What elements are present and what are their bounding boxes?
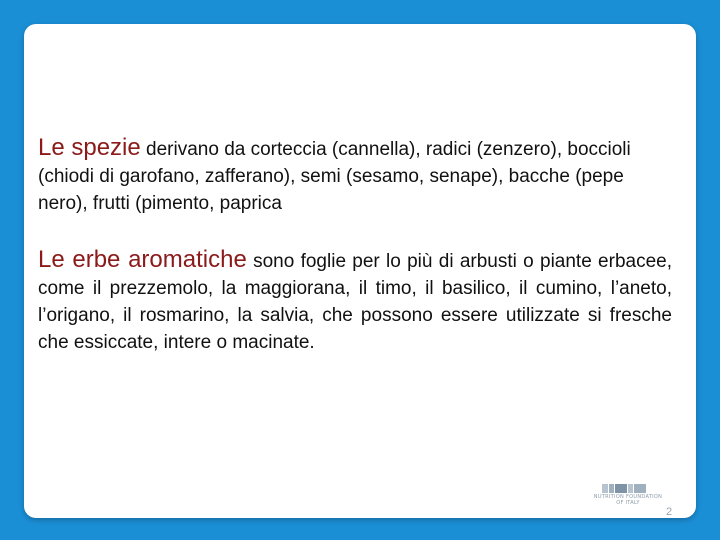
logo-caption-line2: OF ITALY bbox=[616, 500, 640, 506]
paragraph-spezie bbox=[38, 134, 672, 217]
logo-caption bbox=[572, 494, 684, 506]
nfi-logo-icon bbox=[602, 482, 646, 494]
slide-card bbox=[24, 24, 696, 518]
page-number: 2 bbox=[666, 506, 673, 518]
paragraph-lead-erbe: Le erbe aromatiche bbox=[38, 246, 247, 273]
logo-caption-line1: NUTRITION FOUNDATION bbox=[593, 494, 663, 500]
paragraph-erbe-aromatiche bbox=[38, 246, 672, 356]
paragraph-lead-spezie: Le spezie bbox=[38, 134, 141, 161]
paragraph-body-spezie: derivano da corteccia (cannella), radici (zenzero), boccioli (chiodi di garofano, zafferano), semi (sesamo, senape), bacche (pepe nero), frutti (pimento, paprica bbox=[38, 139, 631, 214]
paragraph-body-erbe: sono foglie per lo più di arbusti o piante erbacee, come il prezzemolo, la maggiorana, il timo, il basilico, il cumino, l’aneto, l’origano, il rosmarino, la salvia, che possono essere utilizzate si fresche che essiccate, intere o macinate. bbox=[38, 251, 672, 353]
